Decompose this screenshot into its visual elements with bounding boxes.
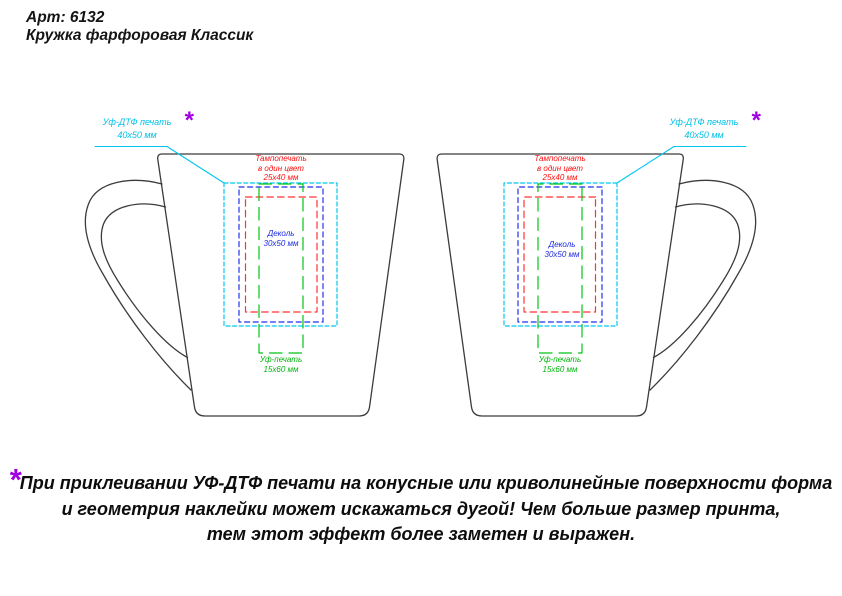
pad-print-label-size: 25x40 мм: [263, 173, 299, 182]
uv-dtf-label-right: [660, 107, 761, 142]
uv-print-label-size: 15x60 мм: [542, 364, 578, 374]
decal-label-name: Деколь: [548, 240, 576, 249]
pad-print-label-size: 25x40 мм: [542, 173, 578, 182]
uv-print-label-name: Уф-печать: [259, 355, 303, 364]
uv-print-label-name: Уф-печать: [538, 355, 582, 364]
pad-print-label-right: [513, 154, 607, 183]
uv-print-label-size: 15x60 мм: [263, 364, 299, 374]
footnote-line-3: тем этот эффект более заметен и выражен.: [206, 524, 636, 544]
pad-print-label-name: Тампопечать: [255, 154, 307, 163]
uv-dtf-asterisk-icon: *: [751, 107, 761, 134]
pad-print-label-name: Тампопечать: [534, 154, 586, 163]
decal-label-size: 30x50 мм: [263, 238, 299, 248]
pad-print-label-qualifier: в один цвет: [258, 163, 304, 173]
mug-handle-outer-outline: [85, 180, 191, 390]
mug-body-outline: [158, 154, 404, 416]
uv-dtf-label-size: 40x50 мм: [117, 130, 157, 140]
pad-print-label-qualifier: в один цвет: [537, 163, 583, 173]
uv-dtf-label-left: [93, 107, 194, 142]
decal-print-area: [239, 187, 323, 322]
pad-print-area: [246, 197, 318, 312]
uv-dtf-print-area: [224, 183, 337, 326]
pad-print-label-left: [234, 154, 328, 183]
uv-dtf-label-size: 40x50 мм: [684, 130, 724, 140]
decal-label-left: [247, 229, 315, 248]
footnote: [0, 462, 842, 548]
mug-right-mirrored: [437, 147, 756, 417]
article-number: Арт: 6132: [26, 9, 105, 26]
uv-dtf-label-name: Уф-ДТФ печать: [669, 117, 739, 127]
product-name: Кружка фарфоровая Классик: [26, 27, 254, 44]
decal-label-name: Деколь: [267, 229, 295, 238]
uv-print-area: [259, 184, 303, 353]
decal-label-right: [528, 240, 596, 259]
footnote-line-1: [0, 462, 842, 497]
uv-dtf-asterisk-icon: *: [184, 107, 194, 134]
uv-dtf-label-name: Уф-ДТФ печать: [102, 117, 172, 127]
uv-dtf-leader-line: [95, 147, 224, 184]
footnote-line-1-text: При приклеивании УФ-ДТФ печати на конусные или криволинейные поверхности форма: [19, 473, 833, 493]
uv-print-label-left: [234, 355, 328, 374]
decal-label-size: 30x50 мм: [544, 249, 580, 259]
mug-handle-inner-outline: [101, 204, 187, 358]
footnote-line-2: и геометрия наклейки может искажаться дугой! Чем больше размер принта,: [61, 498, 781, 519]
uv-print-label-right: [513, 355, 607, 374]
footnote-asterisk-icon: *: [9, 462, 20, 497]
